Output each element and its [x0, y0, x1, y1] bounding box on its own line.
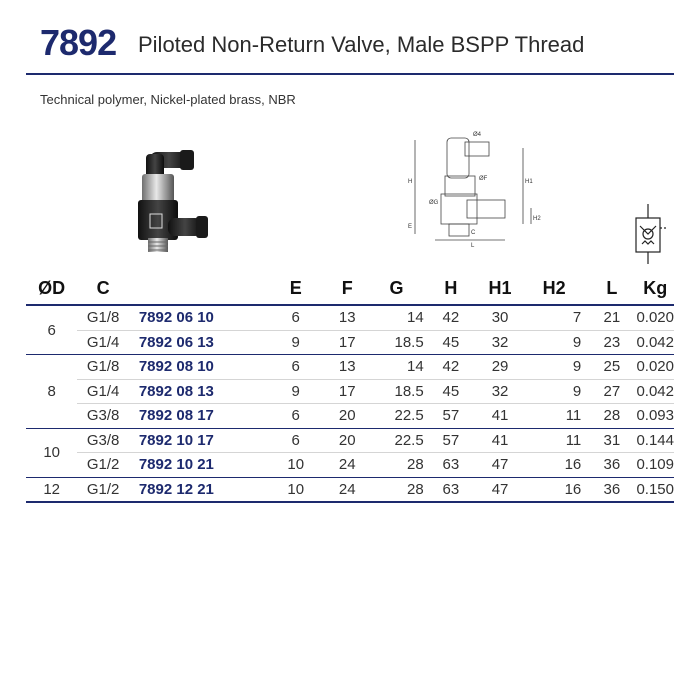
table-row: [26, 453, 674, 478]
cell-l: 25: [603, 358, 621, 376]
cell-e: 10: [287, 456, 305, 474]
drawing-label-f: ØF: [479, 176, 488, 182]
technical-drawing: [405, 128, 555, 248]
cell-l: 28: [603, 407, 621, 425]
cell-article-code: 7892 08 10: [138, 358, 214, 376]
cell-article-code: 7892 06 13: [138, 333, 214, 351]
cell-e: 6: [291, 407, 300, 425]
product-photo: [100, 144, 210, 264]
cell-g: 28: [407, 456, 424, 474]
cell-h: 45: [442, 382, 460, 400]
dimensions-table: [26, 272, 674, 503]
cell-h: 63: [442, 456, 460, 474]
cell-g: 14: [407, 358, 424, 376]
cell-kg: 0.042: [636, 333, 674, 351]
cell-h: 42: [442, 358, 460, 376]
cell-e: 9: [291, 382, 300, 400]
table-row: [26, 379, 674, 404]
drawing-label-h2: H2: [533, 216, 541, 222]
col-header-c: C: [96, 277, 110, 298]
cell-h1: 41: [491, 431, 509, 449]
cell-c: G1/4: [86, 333, 120, 351]
cell-l: 21: [603, 309, 621, 327]
cell-kg: 0.093: [636, 407, 674, 425]
table-body: [26, 305, 674, 502]
cell-h1: 41: [491, 407, 509, 425]
product-code: 7892: [40, 22, 117, 63]
cell-l: 27: [603, 382, 621, 400]
cell-f: 20: [338, 431, 356, 449]
cell-f: 24: [338, 480, 356, 498]
cell-kg: 0.042: [636, 382, 674, 400]
cell-c: G3/8: [86, 431, 120, 449]
cell-h2: 7: [572, 309, 582, 327]
cell-h1: 30: [491, 309, 509, 327]
cell-l: 36: [603, 456, 621, 474]
page-title: Piloted Non-Return Valve, Male BSPP Thread: [138, 32, 585, 57]
cell-article-code: 7892 10 17: [138, 431, 214, 449]
cell-e: 6: [291, 358, 300, 376]
table-row: [26, 404, 674, 429]
cell-h1: 47: [491, 480, 509, 498]
valve-symbol-icon: [628, 204, 668, 264]
cell-kg: 0.020: [636, 309, 674, 327]
materials-text: Technical polymer, Nickel-plated brass, NBR: [40, 92, 296, 107]
header-divider: [26, 73, 674, 75]
cell-h: 45: [442, 333, 460, 351]
drawing-label-c: C: [471, 230, 476, 236]
drawing-label-h1: H1: [525, 179, 533, 185]
cell-g: 22.5: [394, 431, 424, 449]
cell-h2: 16: [564, 480, 582, 498]
cell-h2: 9: [572, 382, 582, 400]
table-row: [26, 330, 674, 355]
col-header-l: L: [606, 277, 618, 298]
cell-c: G1/4: [86, 382, 120, 400]
col-header-h2: H2: [542, 277, 566, 298]
cell-diameter: 8: [47, 382, 56, 400]
cell-g: 18.5: [394, 333, 424, 351]
cell-c: G3/8: [86, 407, 120, 425]
cell-kg: 0.020: [636, 358, 674, 376]
cell-h: 42: [442, 309, 460, 327]
cell-c: G1/8: [86, 309, 120, 327]
cell-f: 17: [338, 382, 356, 400]
cell-diameter: 6: [47, 321, 56, 339]
cell-g: 14: [407, 309, 424, 327]
cell-g: 18.5: [394, 382, 424, 400]
col-header-e: E: [289, 277, 302, 298]
cell-article-code: 7892 08 13: [138, 382, 214, 400]
cell-h2: 11: [565, 407, 582, 425]
col-header-d: ØD: [38, 277, 66, 298]
cell-e: 10: [287, 480, 305, 498]
cell-h: 63: [442, 480, 460, 498]
drawing-label-h: H: [408, 179, 413, 185]
cell-l: 36: [603, 480, 621, 498]
cell-e: 6: [291, 431, 300, 449]
cell-h2: 16: [564, 456, 582, 474]
cell-e: 9: [291, 333, 300, 351]
cell-f: 13: [338, 309, 356, 327]
col-header-h: H: [444, 277, 458, 298]
cell-f: 13: [338, 358, 356, 376]
col-header-g: G: [389, 277, 404, 298]
cell-f: 24: [338, 456, 356, 474]
cell-g: 22.5: [394, 407, 424, 425]
col-header-h1: H1: [488, 277, 512, 298]
drawing-label-d4: Ø4: [473, 132, 482, 138]
cell-article-code: 7892 08 17: [138, 407, 214, 425]
cell-h2: 11: [565, 431, 582, 449]
cell-l: 31: [603, 431, 621, 449]
cell-kg: 0.109: [636, 456, 674, 474]
cell-diameter: 10: [43, 444, 61, 461]
cell-h: 57: [442, 431, 460, 449]
table-row: [26, 477, 674, 502]
drawing-label-e: E: [408, 224, 413, 230]
cell-h1: 32: [491, 333, 509, 351]
table-row: [26, 305, 674, 330]
table-row: [26, 355, 674, 380]
page-header: [40, 22, 675, 70]
cell-l: 23: [603, 333, 621, 351]
col-header-f: F: [341, 277, 353, 298]
cell-c: G1/2: [86, 480, 120, 498]
drawing-label-l: L: [471, 243, 475, 248]
cell-g: 28: [407, 480, 424, 498]
col-header-kg: Kg: [643, 277, 668, 298]
cell-h1: 29: [491, 358, 509, 376]
col-header-article: [129, 272, 266, 305]
cell-article-code: 7892 12 21: [138, 480, 214, 498]
cell-h2: 9: [572, 333, 582, 351]
cell-c: G1/8: [86, 358, 120, 376]
cell-e: 6: [291, 309, 300, 327]
cell-kg: 0.144: [636, 431, 674, 449]
cell-h1: 47: [491, 456, 509, 474]
cell-f: 20: [338, 407, 356, 425]
cell-c: G1/2: [86, 456, 120, 474]
cell-kg: 0.150: [636, 480, 674, 498]
cell-diameter: 12: [43, 480, 61, 498]
table-row: [26, 428, 674, 453]
drawing-label-g: ØG: [429, 200, 439, 206]
cell-h: 57: [442, 407, 460, 425]
cell-h2: 9: [572, 358, 582, 376]
cell-article-code: 7892 10 21: [138, 456, 214, 474]
cell-h1: 32: [491, 382, 509, 400]
cell-article-code: 7892 06 10: [138, 309, 214, 327]
table-header-row: [26, 272, 674, 305]
cell-f: 17: [338, 333, 356, 351]
